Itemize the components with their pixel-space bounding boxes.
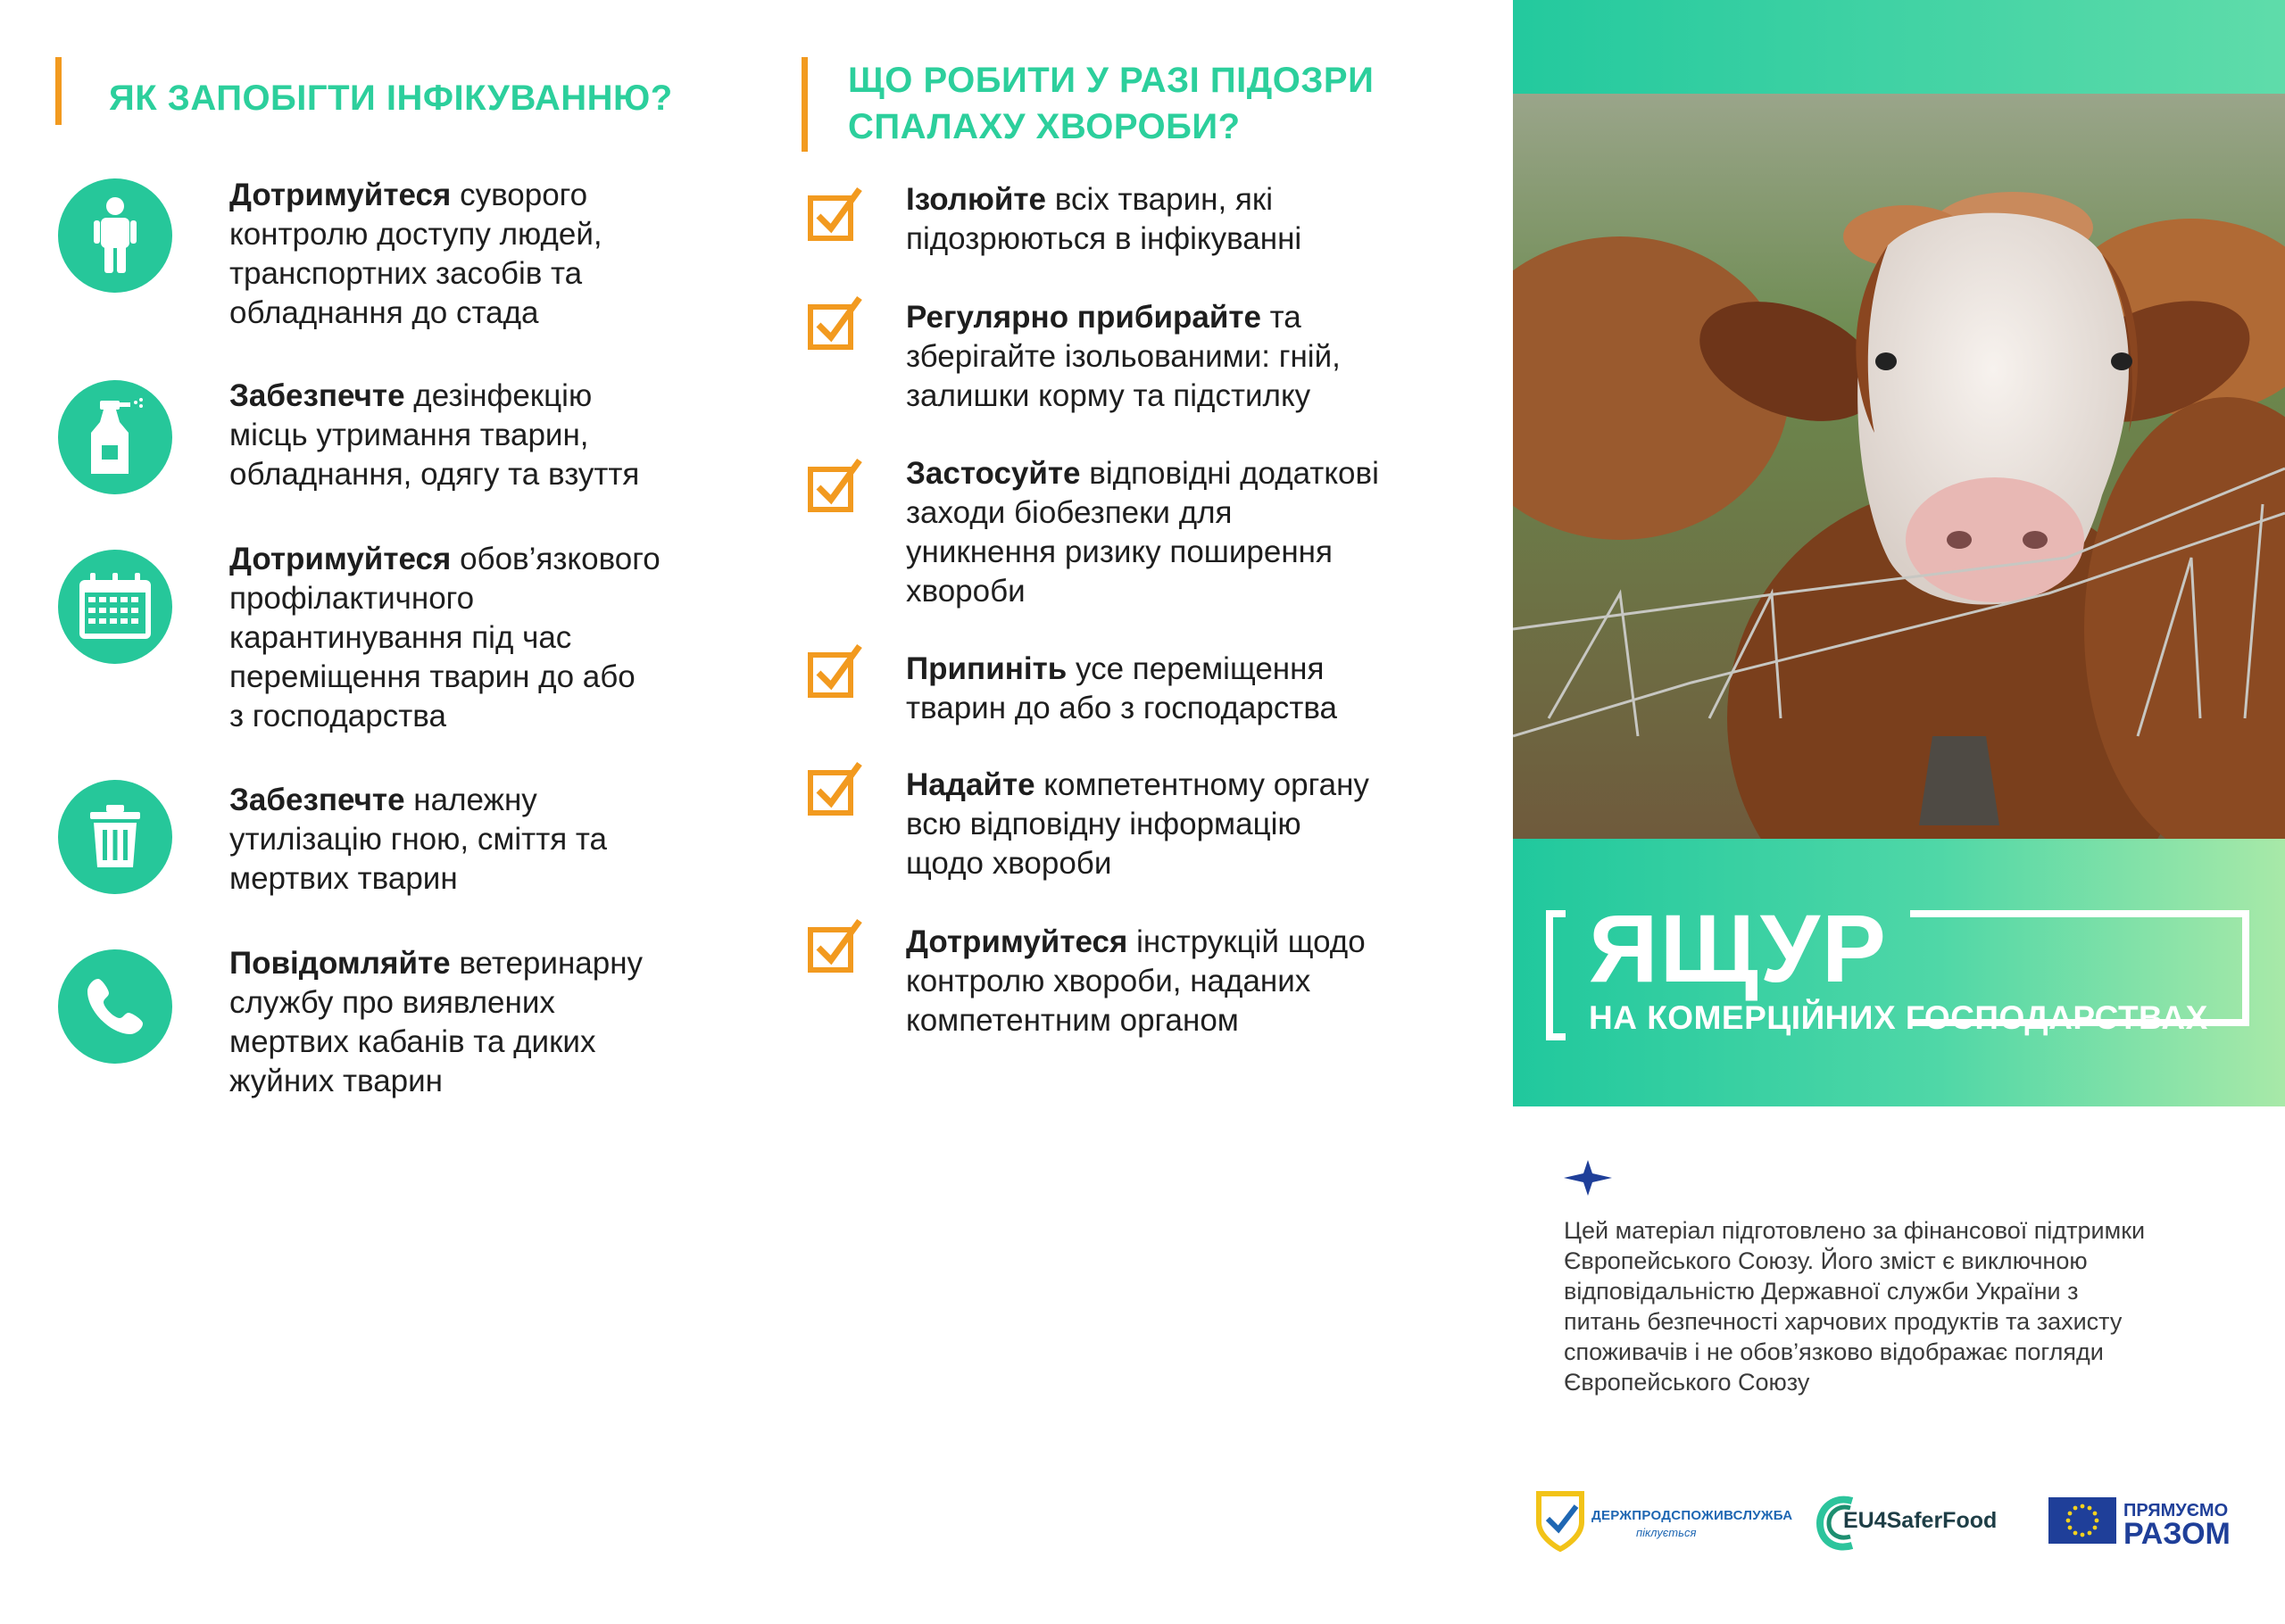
left-section-heading: ЯК ЗАПОБІГТИ ІНФІКУВАННЮ?	[109, 79, 673, 118]
eu-slogan-line1: ПРЯМУЄМО	[2123, 1501, 2229, 1520]
main-title: ЯЩУР	[1589, 894, 1888, 1002]
prevention-item-quarantine: Дотримуйтеся обов’язкового профілактичного карантинування під час переміщення тварин до або з господарства	[229, 542, 661, 733]
checkbox-icon	[808, 294, 863, 350]
prevention-item-disposal: Забезпечте належну утилізацію гною, сміття та мертвих тварин	[229, 783, 608, 896]
checkbox-icon	[808, 457, 863, 512]
calendar-icon	[58, 550, 172, 664]
star-icon	[1564, 1160, 1612, 1196]
title-panel	[1513, 839, 2285, 1106]
action-item-isolate: Ізолюйте всіх тварин, які підозрюються в інфікуванні	[906, 182, 1302, 256]
prevention-item-report: Повідомляйте ветеринарну службу про виявлених мертвих кабанів та диких жуйних тварин	[229, 946, 644, 1098]
dps-name: ДЕРЖПРОДСПОЖИВСЛУЖБА	[1591, 1508, 1793, 1523]
left-heading-accent-bar	[55, 57, 62, 125]
spray-bottle-icon	[58, 380, 172, 494]
eu4saferfood-name: EU4SaferFood	[1843, 1508, 1998, 1533]
middle-section-heading: ЩО РОБИТИ У РАЗІ ПІДОЗРИ СПАЛАХУ ХВОРОБИ?	[848, 61, 1375, 146]
action-item-clean: Регулярно прибирайте та зберігайте ізольованими: гній, залишки корму та підстилку	[906, 300, 1341, 413]
prevention-item-access-control: Дотримуйтеся суворого контролю доступу людей, транспортних засобів та обладнання до стада	[229, 178, 602, 330]
prevention-item-disinfection: Забезпечте дезінфекцію місць утримання тварин, обладнання, одягу та взуття	[229, 378, 640, 492]
partner-logos	[1513, 1490, 2285, 1579]
title-bracket-left	[1546, 910, 1566, 1040]
action-item-biosecurity: Застосуйте відповідні додаткові заходи біобезпеки для уникнення ризику поширення хвороби	[906, 456, 1379, 609]
right-panel	[1513, 0, 2285, 1624]
eu-flag-icon	[2048, 1497, 2116, 1544]
cow-photo	[1513, 94, 2285, 839]
action-item-follow-instructions: Дотримуйтеся інструкцій щодо контролю хвороби, наданих компетентним органом	[906, 924, 1366, 1038]
eu-slogan-line2: РАЗОМ	[2123, 1517, 2231, 1551]
subtitle: НА КОМЕРЦІЙНИХ ГОСПОДАРСТВАХ	[1589, 999, 2208, 1036]
checkbox-icon	[808, 642, 863, 698]
middle-heading-accent-bar	[802, 57, 808, 152]
person-icon	[58, 178, 172, 293]
trash-can-icon	[58, 780, 172, 894]
checkbox-icon	[808, 760, 863, 816]
phone-icon	[58, 949, 172, 1064]
dps-shield-logo	[1535, 1490, 1585, 1553]
eu-disclaimer: Цей матеріал підготовлено за фінансової підтримки Європейського Союзу. Його зміст є виключною відповідальністю Державної служби України з питань безпечності харчових продуктів та захисту споживачів і не обов’язково відображає погляди Європейського Союзу	[1564, 1217, 2146, 1396]
checkbox-icon	[808, 917, 863, 973]
dps-tagline: піклується	[1636, 1526, 1697, 1539]
checkbox-icon	[808, 186, 863, 241]
top-green-band	[1513, 0, 2285, 94]
action-item-stop-movement: Припиніть усе переміщення тварин до або з господарства	[906, 651, 1338, 725]
action-item-provide-info: Надайте компетентному органу всю відповідну інформацію щодо хвороби	[906, 767, 1369, 881]
